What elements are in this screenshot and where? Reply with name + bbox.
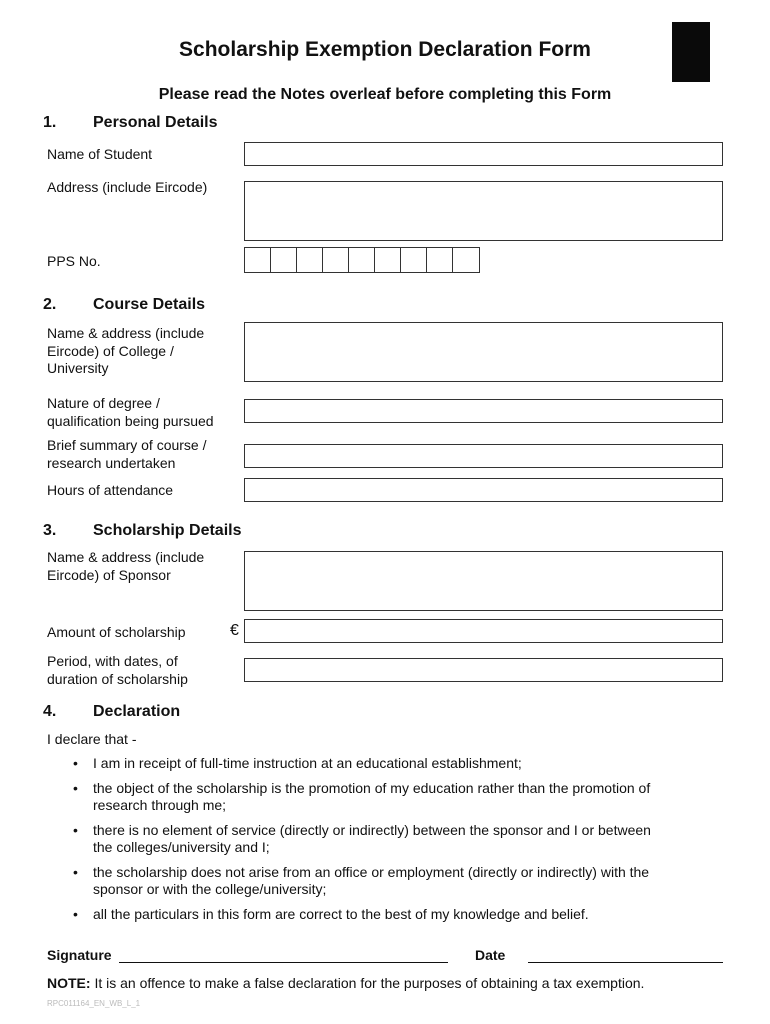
bullet-icon: • — [73, 779, 78, 796]
declaration-item — [47, 822, 727, 857]
course-summary-label-line: Brief summary of course / — [47, 437, 207, 453]
college-label-line: Name & address (include — [47, 325, 205, 341]
declaration-item — [47, 906, 727, 924]
section-1-number: 1. — [43, 114, 57, 131]
declaration-intro: I declare that - — [47, 731, 137, 747]
signature-label: Signature — [47, 947, 112, 963]
section-3-title: Scholarship Details — [93, 522, 242, 539]
section-1-title: Personal Details — [93, 114, 218, 131]
bullet-icon: • — [73, 905, 78, 922]
sponsor-field[interactable] — [244, 551, 723, 611]
pps-digit-box[interactable] — [297, 248, 323, 272]
date-label: Date — [475, 947, 506, 963]
amount-label: Amount of scholarship — [47, 624, 186, 640]
college-label-line: Eircode) of College / — [47, 342, 174, 359]
bullet-icon: • — [73, 821, 78, 838]
section-4-title: Declaration — [93, 703, 181, 720]
period-label — [47, 653, 188, 688]
sponsor-label-line: Eircode) of Sponsor — [47, 566, 171, 583]
course-summary-field[interactable] — [244, 444, 723, 468]
black-marker-block — [672, 22, 710, 82]
pps-number-field[interactable] — [244, 247, 480, 273]
student-name-field[interactable] — [244, 142, 723, 166]
section-3-number: 3. — [43, 522, 57, 539]
degree-label-line: qualification being pursued — [47, 412, 214, 429]
signature-line[interactable] — [119, 962, 448, 963]
note-prefix: NOTE: — [47, 975, 91, 991]
form-reference-code: RPC011164_EN_WB_L_1 — [47, 999, 141, 1008]
course-summary-label — [47, 437, 207, 472]
declaration-item-line: the colleges/university and I; — [93, 839, 270, 855]
pps-digit-box[interactable] — [245, 248, 271, 272]
form-title: Scholarship Exemption Declaration Form — [179, 38, 591, 61]
euro-symbol: € — [230, 622, 239, 639]
form-subtitle: Please read the Notes overleaf before completing this Form — [158, 86, 612, 103]
hours-field[interactable] — [244, 478, 723, 502]
sponsor-label-line: Name & address (include — [47, 549, 205, 565]
course-summary-label-line: research undertaken — [47, 454, 176, 471]
declaration-item — [47, 780, 727, 815]
degree-label-line: Nature of degree / — [47, 395, 160, 411]
period-label-line: Period, with dates, of — [47, 653, 178, 669]
section-2-number: 2. — [43, 296, 57, 313]
pps-digit-box[interactable] — [271, 248, 297, 272]
student-name-label: Name of Student — [47, 146, 153, 162]
declaration-item — [47, 755, 727, 773]
note-body: It is an offence to make a false declaration for the purposes of obtaining a tax exemption. — [90, 975, 645, 991]
pps-digit-box[interactable] — [401, 248, 427, 272]
pps-digit-box[interactable] — [323, 248, 349, 272]
sponsor-label — [47, 549, 204, 584]
declaration-item-line: the scholarship does not arise from an office or employment (directly or indirectly) with the — [93, 863, 650, 880]
degree-label — [47, 395, 214, 430]
declaration-item-line: the object of the scholarship is the promotion of my education rather than the promotion of — [93, 779, 651, 796]
declaration-item-line: there is no element of service (directly or indirectly) between the sponsor and I or between — [93, 821, 651, 838]
college-label — [47, 325, 204, 378]
date-line[interactable] — [528, 962, 723, 963]
declaration-list — [47, 755, 727, 923]
amount-field[interactable] — [244, 619, 723, 643]
pps-digit-box[interactable] — [427, 248, 453, 272]
section-2-title: Course Details — [93, 296, 206, 313]
address-label: Address (include Eircode) — [47, 179, 208, 195]
declaration-item — [47, 864, 727, 899]
note-text — [47, 975, 644, 991]
period-label-line: duration of scholarship — [47, 670, 188, 687]
pps-digit-box[interactable] — [453, 248, 479, 272]
bullet-icon: • — [73, 755, 78, 771]
bullet-icon: • — [73, 863, 78, 880]
declaration-item-line: research through me; — [93, 797, 227, 813]
declaration-item-line: sponsor or with the college/university; — [93, 881, 327, 897]
college-label-line: University — [47, 360, 109, 376]
pps-label: PPS No. — [47, 253, 101, 269]
declaration-item-line: I am in receipt of full-time instruction at an educational establishment; — [93, 755, 522, 771]
section-4-number: 4. — [43, 703, 57, 720]
address-field[interactable] — [244, 181, 723, 241]
period-field[interactable] — [244, 658, 723, 682]
pps-digit-box[interactable] — [375, 248, 401, 272]
pps-digit-box[interactable] — [349, 248, 375, 272]
hours-label: Hours of attendance — [47, 482, 174, 498]
declaration-item-line: all the particulars in this form are correct to the best of my knowledge and belief. — [93, 905, 589, 922]
degree-field[interactable] — [244, 399, 723, 423]
college-field[interactable] — [244, 322, 723, 382]
